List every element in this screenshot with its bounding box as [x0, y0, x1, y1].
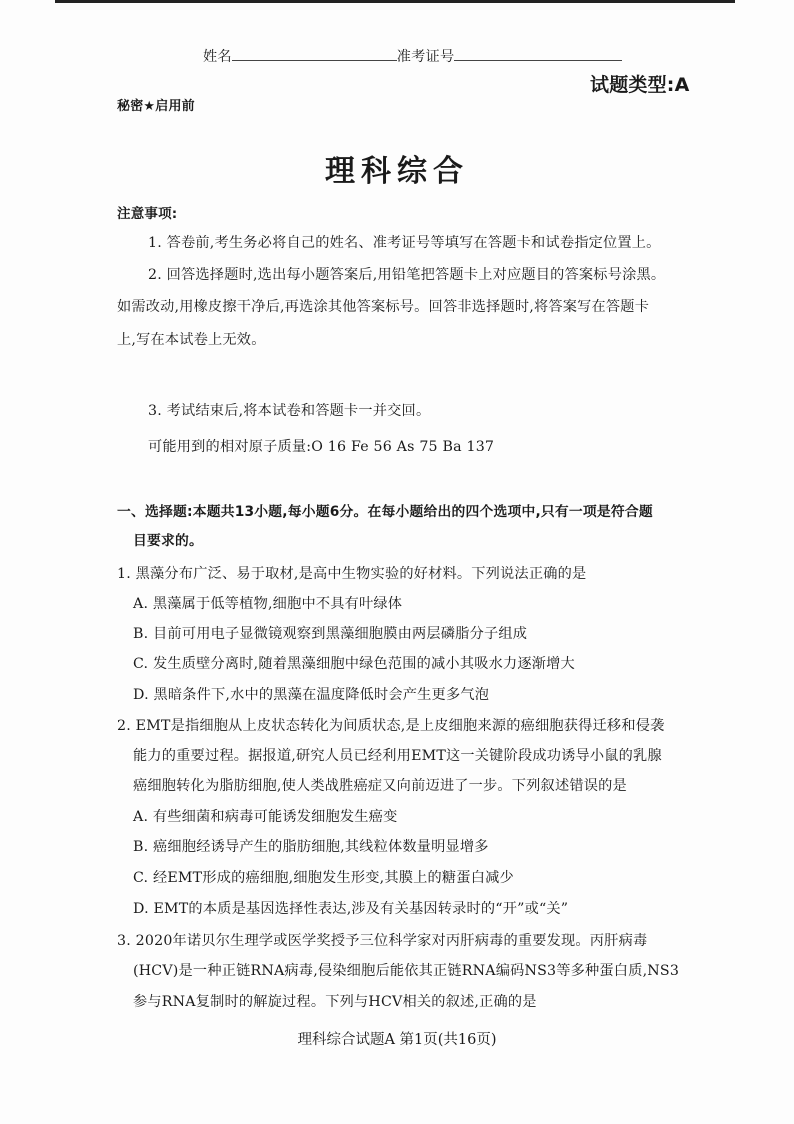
atomic-mass: 可能用到的相对原子质量:O 16 Fe 56 As 75 Ba 137: [148, 439, 495, 455]
question-3-stem-cont: (HCV)是一种正链RNA病毒,侵染细胞后能依其正链RNA编码NS3等多种蛋白质,NS3: [133, 963, 680, 979]
notes-heading: 注意事项:: [117, 206, 178, 222]
q1-option-c: C. 发生质壁分离时,随着黑藻细胞中绿色范围的减小其吸水力逐渐增大: [133, 656, 575, 672]
scan-edge: [55, 0, 735, 3]
section-heading: 一、选择题:本题共13小题,每小题6分。在每小题给出的四个选项中,只有一项是符合题: [117, 504, 653, 520]
question-2-stem-cont: 能力的重要过程。据报道,研究人员已经利用EMT这一关键阶段成功诱导小鼠的乳腺: [133, 748, 662, 764]
page-title: 理科综合: [325, 154, 469, 189]
q1-option-b: B. 目前可用电子显微镜观察到黑藻细胞膜由两层磷脂分子组成: [133, 626, 528, 642]
section-heading-cont: 目要求的。: [133, 533, 203, 549]
note-item-1: 1. 答卷前,考生务必将自己的姓名、准考证号等填写在答题卡和试卷指定位置上。: [148, 235, 661, 251]
name-blank: [232, 48, 397, 61]
note-item-2: 2. 回答选择题时,选出每小题答案后,用铅笔把答题卡上对应题目的答案标号涂黑。: [148, 267, 666, 283]
page-footer: 理科综合试题A 第1页(共16页): [297, 1032, 497, 1048]
question-3-stem-cont2: 参与RNA复制时的解旋过程。下列与HCV相关的叙述,正确的是: [133, 994, 537, 1010]
q2-option-c: C. 经EMT形成的癌细胞,细胞发生形变,其膜上的糖蛋白减少: [133, 870, 514, 886]
question-2-stem-cont2: 癌细胞转化为脂肪细胞,使人类战胜癌症又向前迈进了一步。下列叙述错误的是: [133, 778, 627, 794]
q2-option-a: A. 有些细菌和病毒可能诱发细胞发生癌变: [133, 809, 398, 825]
confidential-label: 秘密★启用前: [117, 99, 195, 114]
q1-option-a: A. 黑藻属于低等植物,细胞中不具有叶绿体: [133, 596, 403, 612]
question-3-stem: 3. 2020年诺贝尔生理学或医学奖授予三位科学家对丙肝病毒的重要发现。丙肝病毒: [117, 933, 648, 949]
name-label: 姓名: [203, 49, 232, 65]
exam-id-label: 准考证号: [396, 49, 455, 65]
note-item-2-cont2: 上,写在本试卷上无效。: [117, 332, 266, 348]
name-field[interactable]: [203, 46, 622, 66]
question-2-stem: 2. EMT是指细胞从上皮状态转化为间质状态,是上皮细胞来源的癌细胞获得迁移和侵袭: [117, 718, 665, 734]
note-item-3: 3. 考试结束后,将本试卷和答题卡一并交回。: [148, 403, 431, 419]
exam-id-blank: [454, 48, 622, 61]
paper-type: 试题类型:A: [590, 74, 690, 96]
q2-option-d: D. EMT的本质是基因选择性表达,涉及有关基因转录时的“开”或“关”: [133, 901, 569, 917]
note-item-2-cont: 如需改动,用橡皮擦干净后,再选涂其他答案标号。回答非选择题时,将答案写在答题卡: [117, 299, 650, 315]
q1-option-d: D. 黑暗条件下,水中的黑藻在温度降低时会产生更多气泡: [133, 687, 490, 703]
q2-option-b: B. 癌细胞经诱导产生的脂肪细胞,其线粒体数量明显增多: [133, 839, 489, 855]
question-1-stem: 1. 黑藻分布广泛、易于取材,是高中生物实验的好材料。下列说法正确的是: [117, 566, 587, 582]
